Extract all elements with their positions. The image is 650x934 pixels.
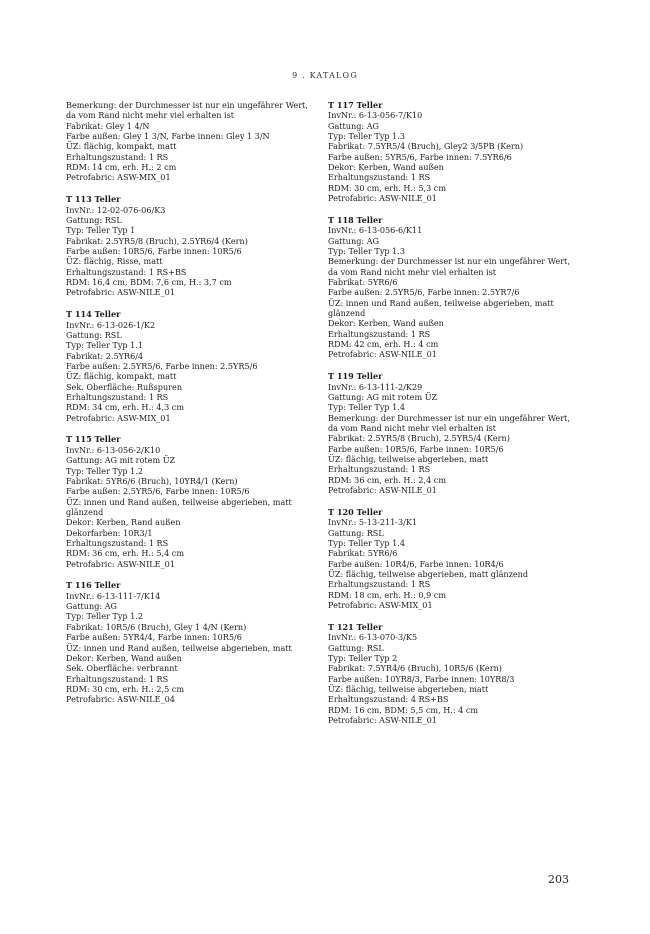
entry-line: InvNr.: 5-13-211-3/K1: [328, 517, 418, 528]
catalog-entry: [66, 309, 308, 423]
entry-line: ÜZ: flächig, teilweise abgerieben, matt: [328, 683, 489, 694]
entry-line: Bemerkung: der Durchmesser ist nur ein ungefährer Wert, da vom Rand nicht mehr viel erhalten ist: [328, 256, 570, 277]
entry-line: ÜZ: flächig, teilweise abgerieben, matt glänzend: [328, 568, 529, 579]
entry-line: Erhaltungszustand: 1 RS: [328, 464, 431, 475]
entry-line: RDM: 36 cm, erh. H.: 2,4 cm: [328, 474, 446, 485]
entry-line: RDM: 30 cm, erh. H.: 5,3 cm: [328, 182, 446, 193]
entry-line: ÜZ: innen und Rand außen, teilweise abgerieben, matt glänzend: [328, 297, 554, 319]
page-number: 203: [548, 873, 569, 886]
entry-line: Dekor: Kerben, Wand außen: [328, 162, 444, 173]
entry-line: Fabrikat: 7.5YR5/4 (Bruch), Gley2 3/5PB (Kern): [328, 141, 524, 152]
entry-title: T 121 Teller: [328, 621, 383, 632]
entry-line: Dekor: Kerben, Wand außen: [328, 318, 444, 329]
entry-line: Bemerkung: der Durchmesser ist nur ein ungefährer Wert, da vom Rand nicht mehr viel erhalten ist: [328, 412, 570, 433]
entry-line: ÜZ: innen und Rand außen, teilweise abgerieben, matt glänzend: [66, 496, 292, 517]
entry-line: Petrofabric: ASW-MIX_01: [66, 412, 171, 423]
entry-line: Petrofabric: ASW-NILE_01: [66, 287, 175, 298]
entry-line: ÜZ: flächig, kompakt, matt: [66, 141, 177, 152]
catalog-entry: [66, 194, 308, 297]
right-column: [328, 100, 570, 737]
entry-line: Erhaltungszustand: 1 RS: [66, 391, 169, 402]
entry-line: Gattung: RSL: [66, 214, 122, 225]
entry-title: T 116 Teller: [66, 580, 121, 591]
entry-line: Petrofabric: ASW-NILE_01: [328, 714, 437, 725]
entry-line: Erhaltungszustand: 1 RS+BS: [66, 266, 187, 277]
entry-line: Typ: Teller Typ 1.3: [328, 131, 406, 142]
entry-line: Farbe außen: 10R5/6, Farbe innen: 10R5/6: [328, 443, 504, 454]
entry-line: Dekorfarben: 10R3/1: [66, 527, 153, 538]
entry-line: Gattung: AG: [66, 601, 118, 612]
entry-line: Fabrikat: Gley 1 4/N: [66, 120, 150, 131]
entry-line: Farbe außen: 10YR8/3, Farbe innen: 10YR8/3: [328, 673, 515, 684]
entry-line: Typ: Teller Typ 1.4: [328, 537, 406, 548]
entry-line: RDM: 18 cm, erh. H.: 0,9 cm: [328, 589, 446, 600]
entry-line: RDM: 16,4 cm, BDM: 7,6 cm, H.: 3,7 cm: [66, 277, 232, 287]
entry-line: InvNr.: 12-02-076-06/K3: [66, 204, 166, 215]
entry-line: Gattung: AG: [328, 120, 380, 131]
entry-line: Petrofabric: ASW-NILE_01: [66, 558, 175, 569]
entry-title: T 114 Teller: [66, 309, 121, 320]
entry-line: Petrofabric: ASW-NILE_01: [328, 349, 437, 360]
entry-line: RDM: 34 cm, erh. H.: 4,3 cm: [66, 402, 184, 413]
entry-line: Gattung: RSL: [66, 329, 122, 340]
catalog-entry: [328, 100, 570, 203]
entry-title: T 117 Teller: [328, 100, 383, 110]
entry-line: RDM: 30 cm, erh. H.: 2,5 cm: [66, 683, 184, 694]
entry-line: Erhaltungszustand: 1 RS: [328, 328, 431, 339]
entry-line: InvNr.: 6-13-026-1/K2: [66, 319, 156, 330]
entry-line: Fabrikat: 2.5YR5/8 (Bruch), 2.5YR6/4 (Kern): [66, 235, 248, 246]
entry-line: Petrofabric: ASW-NILE_01: [328, 485, 437, 496]
entry-line: Erhaltungszustand: 1 RS: [66, 537, 169, 548]
entry-line: Fabrikat: 5YR6/6: [328, 548, 398, 559]
entry-line: InvNr.: 6-13-056-2/K10: [66, 444, 161, 455]
entry-line: Erhaltungszustand: 1 RS: [328, 579, 431, 590]
entry-line: Sek. Oberfläche: verbrannt: [66, 663, 178, 674]
entry-line: Dekor: Kerben, Rand außen: [66, 517, 181, 528]
entry-line: InvNr.: 6-13-056-7/K10: [328, 110, 423, 121]
entry-line: Fabrikat: 2.5YR5/8 (Bruch), 2.5YR5/4 (Kern): [328, 433, 510, 444]
entry-line: ÜZ: flächig, kompakt, matt: [66, 371, 177, 382]
entry-line: Farbe außen: 2.5YR5/6, Farbe innen: 2.5YR5/6: [66, 360, 258, 371]
entry-line: RDM: 16 cm, BDM: 5,5 cm, H.: 4 cm: [328, 704, 479, 715]
entry-line: Erhaltungszustand: 4 RS+BS: [328, 694, 449, 705]
entry-line: RDM: 14 cm, erh. H.: 2 cm: [66, 162, 177, 173]
entry-title: T 118 Teller: [328, 214, 383, 225]
catalog-entry-continued: [66, 100, 308, 183]
entry-line: ÜZ: innen und Rand außen, teilweise abgerieben, matt: [66, 642, 292, 653]
entry-line: Erhaltungszustand: 1 RS: [328, 172, 431, 183]
entry-line: ÜZ: flächig, teilweise abgerieben, matt: [328, 454, 489, 464]
catalog-entry: [328, 371, 570, 495]
catalog-entry: [328, 215, 570, 360]
entry-line: Petrofabric: ASW-NILE_01: [328, 193, 437, 204]
entry-line: Fabrikat: 5YR6/6: [328, 277, 398, 287]
entry-title: T 119 Teller: [328, 371, 383, 382]
entry-line: Petrofabric: ASW-NILE_04: [66, 694, 175, 705]
running-header: 9 . KATALOG: [292, 71, 358, 80]
entry-line: Typ: Teller Typ 2: [328, 652, 398, 663]
entry-line: InvNr.: 6-13-111-2/K29: [328, 381, 423, 392]
entry-line: Fabrikat: 5YR6/6 (Bruch), 10YR4/1 (Kern): [66, 475, 238, 486]
entry-line: Gattung: RSL: [328, 642, 384, 653]
entry-line: Erhaltungszustand: 1 RS: [66, 151, 169, 162]
entry-line: Bemerkung: der Durchmesser ist nur ein ungefährer Wert, da vom Rand nicht mehr viel erhalten ist: [66, 100, 308, 121]
entry-line: Fabrikat: 7.5YR4/6 (Bruch), 10R5/6 (Kern): [328, 663, 502, 674]
entry-line: Farbe außen: 10R5/6, Farbe innen: 10R5/6: [66, 245, 242, 256]
entry-line: Erhaltungszustand: 1 RS: [66, 673, 169, 684]
entry-line: Gattung: AG mit rotem ÜZ: [328, 391, 438, 402]
catalog-entry: [66, 434, 308, 568]
entry-line: Petrofabric: ASW-MIX_01: [328, 599, 433, 610]
entry-line: Gattung: AG mit rotem ÜZ: [66, 455, 176, 466]
entry-line: ÜZ: flächig, Risse, matt: [66, 256, 163, 267]
entry-title: T 120 Teller: [328, 506, 383, 517]
entry-line: RDM: 42 cm, erh. H.: 4 cm: [328, 339, 439, 350]
entry-line: Typ: Teller Typ 1.2: [66, 465, 144, 476]
entry-line: RDM: 36 cm, erh. H.: 5,4 cm: [66, 548, 184, 559]
entry-line: InvNr.: 6-13-070-3/K5: [328, 632, 418, 643]
entry-line: Sek. Oberfläche: Rußspuren: [66, 381, 183, 392]
entry-line: Petrofabric: ASW-MIX_01: [66, 172, 171, 183]
entry-title: T 115 Teller: [66, 434, 121, 445]
entry-line: Farbe außen: 5YR4/4, Farbe innen: 10R5/6: [66, 632, 242, 643]
entry-line: Farbe außen: Gley 1 3/N, Farbe innen: Gley 1 3/N: [66, 131, 270, 142]
entry-line: Dekor: Kerben, Wand außen: [66, 652, 182, 663]
entry-line: Fabrikat: 2.5YR6/4: [66, 350, 144, 361]
entry-line: InvNr.: 6-13-111-7/K14: [66, 590, 161, 601]
catalog-entry: [328, 622, 570, 725]
entry-line: InvNr.: 6-13-056-6/K11: [328, 225, 423, 236]
entry-line: Typ: Teller Typ 1.1: [66, 340, 144, 351]
entry-line: Farbe außen: 2.5YR5/6, Farbe innen: 2.5YR7/6: [328, 287, 520, 298]
entry-line: Farbe außen: 2.5YR5/6, Farbe innen: 10R5/6: [66, 486, 250, 497]
left-column: [66, 100, 308, 716]
catalog-entry: [328, 507, 570, 610]
entry-line: Fabrikat: 10R5/6 (Bruch), Gley 1 4/N (Kern): [66, 621, 247, 632]
entry-line: Typ: Teller Typ 1.4: [328, 402, 406, 413]
entry-line: Typ: Teller Typ 1.3: [328, 245, 406, 256]
entry-line: Typ: Teller Typ 1.2: [66, 611, 144, 622]
catalog-entry: [66, 580, 308, 704]
entry-line: Farbe außen: 10R4/6, Farbe innen: 10R4/6: [328, 558, 504, 569]
entry-title: T 113 Teller: [66, 194, 121, 205]
entry-line: Gattung: RSL: [328, 527, 384, 538]
entry-line: Typ: Teller Typ 1: [66, 225, 136, 236]
entry-line: Gattung: AG: [328, 235, 380, 246]
entry-line: Farbe außen: 5YR5/6, Farbe innen: 7.5YR6/6: [328, 151, 512, 162]
